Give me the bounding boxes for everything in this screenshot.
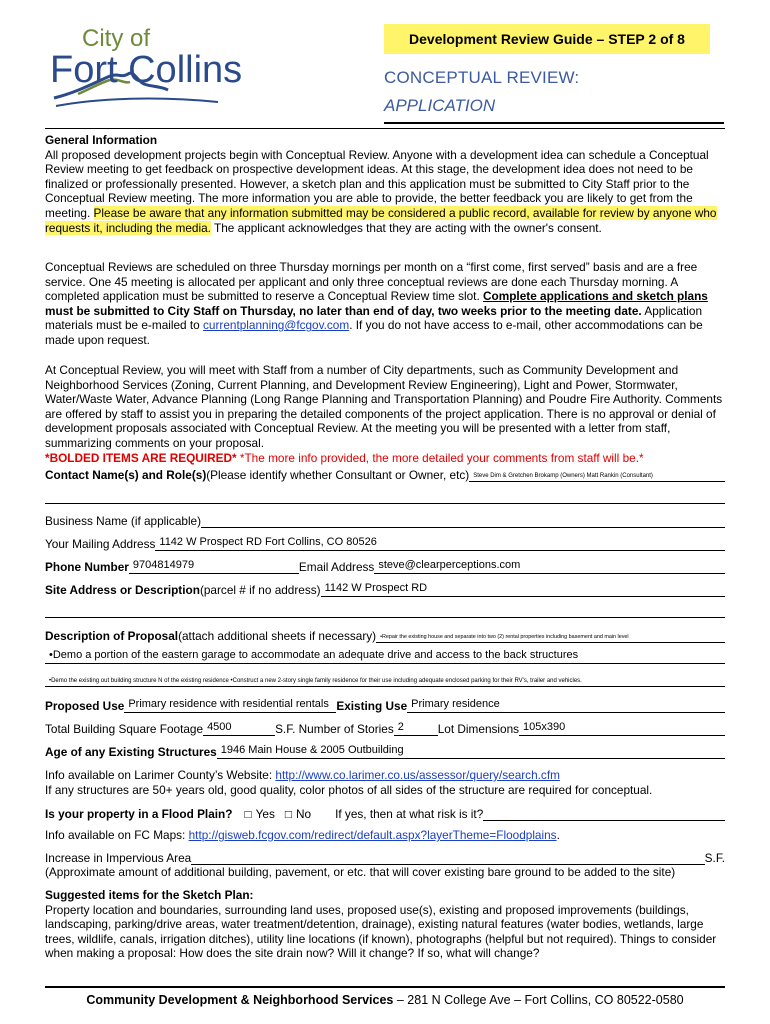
phone-email-row: Phone Number 9704814979 Email Address steve@clearperceptions.com (45, 558, 725, 574)
flood-row: Is your property in a Flood Plain? □ Yes □ No If yes, then at what risk is it? (45, 805, 725, 821)
description-field[interactable]: •Repair the existing house and separate into two (2) rental properties including basement and main level (376, 628, 725, 643)
proposed-use-field[interactable]: Primary residence with residential rentals (124, 698, 336, 713)
age-row: Age of any Existing Structures 1946 Main House & 2005 Outbuilding (45, 743, 725, 759)
mailing-row: Your Mailing Address 1142 W Prospect RD Fort Collins, CO 80526 (45, 535, 725, 551)
footer (45, 993, 725, 1007)
larimer-info: Info available on Larimer County’s Website: http://www.co.larimer.co.us/assessor/query/search.cfm If any structures are 50+ years old, good quality, color photos of all sides of the structure are required for conceptual. (45, 768, 653, 797)
impervious-note: (Approximate amount of additional building, pavement, or etc. that will cover existing bare ground to be added to the site) (45, 865, 676, 879)
required-notice: *BOLDED ITEMS ARE REQUIRED* *The more info provided, the more detailed your comments from staff will be.* (45, 450, 644, 465)
fcmaps-link[interactable]: http://gisweb.fcgov.com/redirect/default.aspx?layerTheme=Floodplains (188, 828, 557, 842)
site-line-2[interactable] (45, 617, 725, 618)
description-field-2[interactable]: •Demo a portion of the eastern garage to accommodate an adequate drive and access to the back structures (45, 649, 725, 664)
stories-field[interactable]: 2 (394, 721, 438, 736)
city-logo (48, 24, 308, 114)
contact-line-2[interactable] (45, 503, 725, 504)
page-subtitle: APPLICATION (384, 96, 496, 115)
mailing-address-field[interactable]: 1142 W Prospect RD Fort Collins, CO 80526 (155, 536, 725, 551)
footage-row: Total Building Square Footage 4500 S.F. Number of Stories 2 Lot Dimensions 105x390 (45, 720, 725, 736)
svg-text:Fort Collins: Fort Collins (50, 49, 243, 91)
description-line-3 (45, 671, 725, 687)
general-heading: General Information (45, 133, 158, 147)
fcmaps-info: Info available on FC Maps: http://gisweb.fcgov.com/redirect/default.aspx?layerTheme=Floodplains. (45, 828, 560, 842)
sketch-heading: Suggested items for the Sketch Plan: (45, 888, 254, 902)
contact-field[interactable]: Steve Dim & Gretchen Brokamp (Owners) Matt Rankin (Consultant) (469, 467, 725, 482)
svg-text:City of: City of (82, 25, 151, 52)
description-line-2 (45, 648, 725, 664)
existing-use-field[interactable]: Primary residence (407, 698, 725, 713)
page-title: CONCEPTUAL REVIEW: (384, 68, 580, 87)
use-row: Proposed Use Primary residence with residential rentals Existing Use Primary residence (45, 697, 725, 713)
sketch-text: Property location and boundaries, surrounding land uses, proposed use(s), existing and proposed improvements (buildings, landscaping, parking/drive areas, water treatment/detention, drainage), existing natural features (water bodies, wetlands, large trees, wildlife, canals, irrigation ditches), utility line locations (if known), photographs (helpful but not required). Things to consider when making a proposal: How does the site drain now? Will it change? If so, what will change? (45, 902, 717, 961)
step-banner: Development Review Guide – STEP 2 of 8 (384, 24, 710, 54)
description-row: Description of Proposal (attach additional sheets if necessary) •Repair the existing house and separate into two (2) rental properties including basement and main level (45, 627, 725, 643)
larimer-link[interactable]: http://www.co.larimer.co.us/assessor/query/search.cfm (275, 768, 560, 782)
business-field[interactable] (201, 513, 725, 528)
impervious-area-field[interactable] (191, 850, 704, 865)
contact-label: Contact Name(s) and Role(s) (45, 468, 207, 482)
email-link[interactable]: currentplanning@fcgov.com (203, 318, 350, 333)
general-paragraph-1: All proposed development projects begin with Conceptual Review. Anyone with a development idea can schedule a Conceptual Review meeting to get feedback on prospective development ideas. At this stage, the development idea does not need to be finalized or professionally presented. However, a sketch plan and this application must be submitted to City Staff prior to the Conceptual Review meeting. The more information you are able to provide, the better feedback you are likely to get from the meeting. Please be aware that any information submitted may be considered a public record, available for review by anyone who requests it, including the media. The applicant acknowledges that they are acting with the owner's consent. (45, 147, 717, 235)
footer-rule (45, 986, 725, 988)
footer-address: – 281 N College Ave – Fort Collins, CO 80522-0580 (393, 993, 684, 1007)
flood-no-checkbox[interactable]: □ (284, 807, 292, 821)
general-paragraph-2: Conceptual Reviews are scheduled on three Thursday mornings per month on a “first come, first served” basis and are a free service. One 45 meeting is allocated per applicant and only three conceptual reviews are done each Thursday morning. A completed application must be submitted to reserve a Conceptual Review time slot. Complete applications and sketch plans must be submitted to City Staff on Thursday, no later than end of day, two weeks prior to the meeting date. Application materials must be e-mailed to currentplanning@fcgov.com. If you do not have access to e-mail, other accommodations can be made upon request. (45, 260, 708, 347)
flood-risk-field[interactable] (483, 806, 725, 821)
section-divider (45, 128, 725, 129)
header-rule (384, 122, 724, 124)
site-address-field[interactable]: 1142 W Prospect RD (321, 582, 725, 597)
general-paragraph-3: At Conceptual Review, you will meet with Staff from a number of City departments, such as Community Development and Neighborhood Services (Zoning, Current Planning, and Development Review Engineering), Light and Power, Stormwater, Water/Waste Water, Advance Planning (Long Range Planning and Transportation Planning) and Poudre Fire Authority. Comments are offered by staff to assist you in preparing the detailed components of the project application. There is no approval or denial of development proposals associated with Conceptual Review. At the meeting you will be presented with a letter from staff, summarizing comments on your proposal. *BOLDED ITEMS ARE REQUIRED* *The more info provided, the more detailed your comments from staff will be.* (45, 363, 730, 465)
square-footage-field[interactable]: 4500 (203, 721, 275, 736)
flood-yes-checkbox[interactable]: □ (244, 807, 252, 821)
phone-field[interactable]: 9704814979 (129, 559, 299, 574)
structure-age-field[interactable]: 1946 Main House & 2005 Outbuilding (217, 744, 725, 759)
public-record-notice: Please be aware that any information submitted may be considered a public record, available for review by anyone who requests it, including the media. (45, 205, 717, 235)
lot-dimensions-field[interactable]: 105x390 (519, 721, 725, 736)
impervious-row: Increase in Impervious Area S.F. (45, 851, 725, 865)
description-field-3[interactable]: •Demo the existing out building structure N of the existing residence •Construct a new 2-story single family residence for their use including adequate enclosed parking for their RV's, trailer and vehicles. (45, 672, 725, 687)
business-row: Business Name (if applicable) (45, 512, 725, 528)
site-row: Site Address or Description (parcel # if no address) 1142 W Prospect RD (45, 581, 725, 597)
general-information (45, 133, 730, 235)
sketch-plan-section (45, 888, 730, 961)
email-field[interactable]: steve@clearperceptions.com (374, 559, 725, 574)
footer-org: Community Development & Neighborhood Services (86, 993, 394, 1007)
contact-row: Contact Name(s) and Role(s) (Please identify whether Consultant or Owner, etc) Steve Dim & Gretchen Brokamp (Owners) Matt Rankin (Consultant) (45, 466, 725, 482)
